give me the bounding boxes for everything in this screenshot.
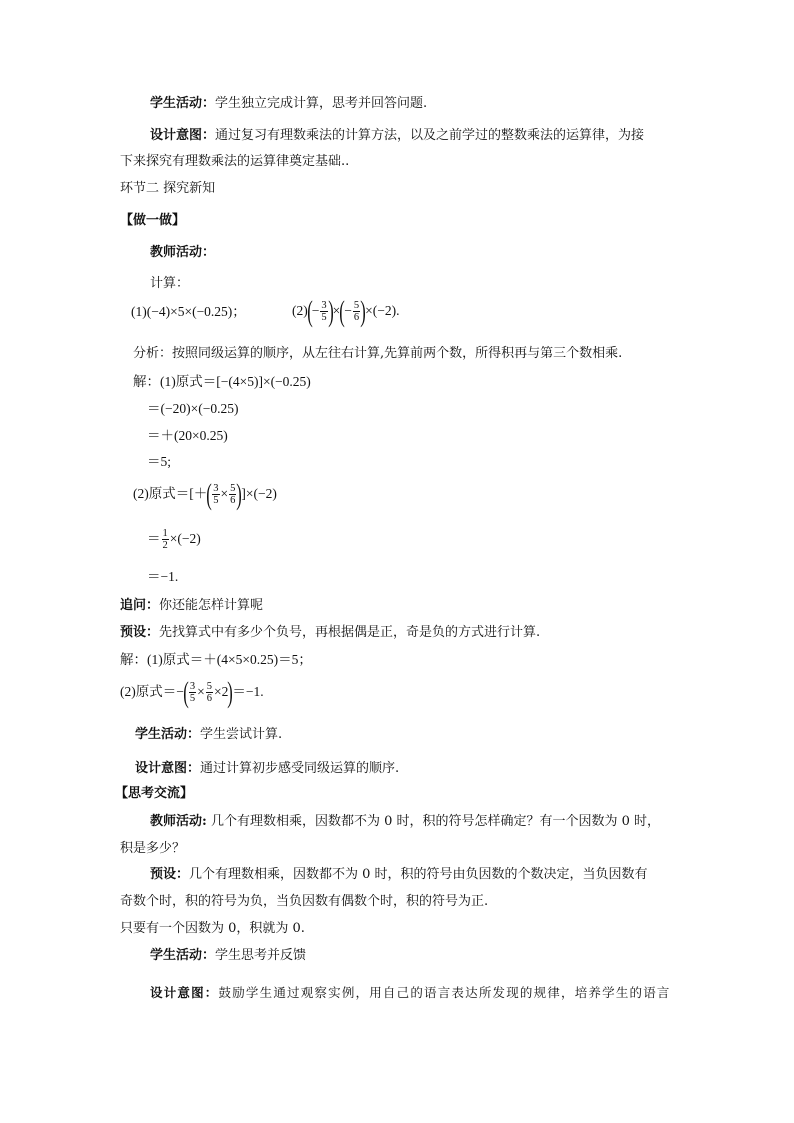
right-paren: ) bbox=[360, 294, 366, 328]
denominator: 5 bbox=[213, 495, 219, 507]
teacher-activity-2-cont: 积是多少？ bbox=[120, 841, 186, 856]
label: 设计意图： bbox=[150, 128, 216, 143]
times: × bbox=[197, 684, 205, 699]
label: 设计意图： bbox=[135, 761, 201, 776]
solution-line: ＝＋(20×0.25) bbox=[147, 428, 228, 443]
left-paren: ( bbox=[339, 294, 345, 328]
student-activity-2 bbox=[135, 726, 282, 744]
text: 通过计算初步感受同级运算的顺序. bbox=[200, 761, 400, 776]
text: 学生尝试计算. bbox=[200, 727, 283, 742]
right-paren: ) bbox=[227, 675, 234, 709]
section-heading: 环节二 探究新知 bbox=[120, 181, 216, 196]
design-intent-1-cont: 下来探究有理数乘法的运算律奠定基础.. bbox=[120, 154, 350, 169]
right-paren: ) bbox=[327, 294, 334, 328]
text: ＝−1. bbox=[232, 684, 264, 699]
fraction bbox=[320, 300, 327, 323]
sign: − bbox=[344, 303, 352, 318]
fraction bbox=[353, 300, 360, 323]
text: 通过复习有理数乘法的计算方法，以及之前学过的整数乘法的运算律，为接 bbox=[215, 128, 645, 143]
design-intent-2 bbox=[135, 760, 399, 778]
label: 学生活动： bbox=[135, 727, 201, 742]
fraction bbox=[162, 528, 169, 551]
numerator: 3 bbox=[321, 300, 327, 312]
text: 几个有理数相乘，因数都不为 0 时，积的符号怎样确定？有一个因数为 0 时， bbox=[206, 814, 661, 829]
numerator: 3 bbox=[189, 681, 196, 693]
label: 教师活动: bbox=[150, 814, 207, 829]
times: × bbox=[220, 486, 229, 501]
teacher-activity-label: 教师活动： bbox=[150, 245, 216, 260]
sign: − bbox=[311, 303, 320, 318]
solution-line: ＝5; bbox=[147, 454, 172, 469]
label: 学生活动： bbox=[150, 948, 216, 963]
solution-line: ＝−1. bbox=[147, 569, 179, 584]
text: (2)原式＝[＋ bbox=[133, 486, 208, 501]
fraction bbox=[212, 483, 219, 506]
left-paren: ( bbox=[206, 477, 212, 511]
heading-think: 【思考交流】 bbox=[115, 786, 194, 801]
label: 追问： bbox=[120, 598, 160, 613]
analysis: 分析：按照同级运算的顺序，从左往右计算,先算前两个数，所得积再与第三个数相乘. bbox=[133, 346, 623, 361]
design-intent-3 bbox=[150, 984, 671, 1002]
times: × bbox=[332, 303, 341, 318]
followup bbox=[120, 597, 263, 615]
text: 学生思考并反馈 bbox=[215, 948, 307, 963]
solution-line: 解：(1)原式＝[−(4×5)]×(−0.25) bbox=[133, 374, 311, 389]
heading-do: 【做一做】 bbox=[120, 213, 186, 228]
solution-line bbox=[120, 674, 264, 710]
problem-1: (1)(−4)×5×(−0.25)； bbox=[131, 304, 246, 319]
problem-2 bbox=[292, 293, 399, 329]
problem-2-suffix: ×(−2). bbox=[365, 303, 400, 318]
solution-line bbox=[133, 476, 277, 512]
solution-line: 解：(1)原式＝＋(4×5×0.25)＝5； bbox=[120, 652, 312, 667]
denominator: 6 bbox=[230, 495, 236, 507]
preset-2 bbox=[150, 866, 648, 884]
numerator: 1 bbox=[162, 528, 168, 540]
text: (2)原式＝− bbox=[120, 684, 184, 699]
numerator: 5 bbox=[353, 300, 360, 312]
left-paren: ( bbox=[183, 675, 189, 709]
right-paren: ) bbox=[236, 477, 243, 511]
times: ×2 bbox=[213, 684, 229, 699]
preset-2-cont: 奇数个时，积的符号为负，当负因数有偶数个时，积的符号为正. bbox=[120, 894, 489, 909]
teacher-activity-2 bbox=[150, 813, 660, 831]
text: 先找算式中有多少个负号，再根据偶是正，奇是负的方式进行计算. bbox=[159, 625, 541, 640]
denominator: 6 bbox=[206, 693, 212, 705]
denominator: 2 bbox=[162, 540, 168, 552]
solution-line: ＝(−20)×(−0.25) bbox=[147, 401, 239, 416]
problem-2-prefix: (2) bbox=[292, 303, 308, 318]
text: ]×(−2) bbox=[241, 486, 277, 501]
text: 你还能怎样计算呢 bbox=[159, 598, 264, 613]
text: 几个有理数相乘，因数都不为 0 时，积的符号由负因数的个数决定，当负因数有 bbox=[189, 867, 648, 882]
text: 鼓励学生通过观察实例，用自己的语言表达所发现的规律，培养学生的语言 bbox=[218, 985, 671, 1000]
label: 预设： bbox=[120, 625, 160, 640]
label: 预设： bbox=[150, 867, 190, 882]
fraction bbox=[206, 681, 213, 704]
denominator: 5 bbox=[321, 312, 327, 324]
denominator: 5 bbox=[189, 693, 196, 705]
preset-1 bbox=[120, 624, 540, 642]
student-activity-1 bbox=[150, 95, 427, 113]
label: 设计意图： bbox=[150, 985, 219, 1000]
label: 学生活动： bbox=[150, 96, 216, 111]
fraction bbox=[189, 681, 196, 704]
solution-line bbox=[147, 521, 201, 557]
denominator: 6 bbox=[353, 312, 360, 324]
preset-2-cont2: 只要有一个因数为 0，积就为 0. bbox=[120, 921, 305, 936]
text: 学生独立完成计算，思考并回答问题. bbox=[215, 96, 428, 111]
calc-label: 计算： bbox=[150, 276, 190, 291]
numerator: 5 bbox=[206, 681, 212, 693]
student-activity-3 bbox=[150, 947, 306, 965]
left-paren: ( bbox=[307, 294, 313, 328]
text: ×(−2) bbox=[169, 531, 201, 546]
equals: ＝ bbox=[147, 531, 161, 546]
numerator: 3 bbox=[213, 483, 219, 495]
numerator: 5 bbox=[230, 483, 236, 495]
design-intent-1 bbox=[150, 127, 644, 145]
